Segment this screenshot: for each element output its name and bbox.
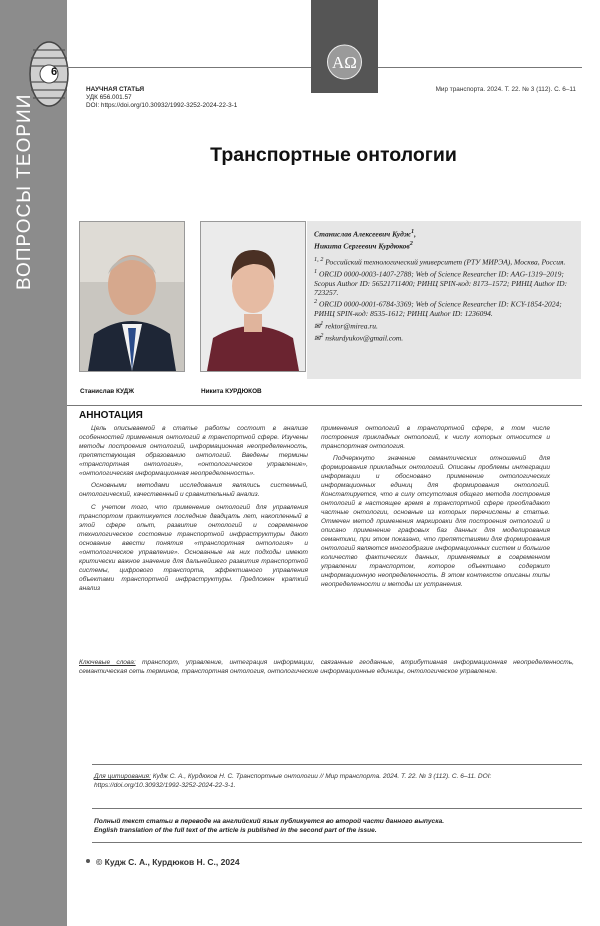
annotation-paragraph: применения онтологий в транспортной сфере, в том числе построения прикладных онтологий, к числу которых относится и транспортная онтология. <box>321 425 550 450</box>
section-title-vertical: ВОПРОСЫ ТЕОРИИ <box>14 93 35 290</box>
footer-bullet-icon <box>86 859 90 863</box>
annotation-column-left <box>79 424 308 596</box>
annotation-paragraph: С учетом того, что применение онтологий для управления транспортом практикуется последние двадцать лет, накопленный в этой сфере опыт, развитие онтологий и современное технологическое состояние транспортной инфраструктуры дают основание ввести понятия «транспортная онтология» и «онтологическое управление». Основанные на них подходы имеют критически важное значение для дальнейшего развития транспортной системы, цифрового транспорта, эффективного управления объектами транспортной инфраструктуры. Предложен краткий анализ <box>79 503 308 592</box>
article-type: НАУЧНАЯ СТАТЬЯ <box>86 86 145 93</box>
author-2-email[interactable]: nskurdyukov@gmail.com. <box>325 333 404 343</box>
citation <box>94 772 564 790</box>
note-rule-bottom <box>92 842 582 843</box>
affiliation: Российский технологический университет (РТУ МИРЭА), Москва, Россия. <box>325 257 566 267</box>
email-icon: ✉ <box>314 321 321 331</box>
annotation-title: АННОТАЦИЯ <box>79 410 143 421</box>
citation-label: Для цитирования: <box>94 773 151 780</box>
header-rule-right <box>378 67 582 68</box>
author-1-email[interactable]: rektor@mirea.ru. <box>325 321 378 331</box>
author-photo-1 <box>79 221 185 372</box>
citation-text: Кудж С. А., Курдюков Н. С. Транспортные онтологии // Мир транспорта. 2024. Т. 22. № 3 (112). С. 6–11. DOI: https://doi.org/10.30932/1992-3252-2024-22-3-1. <box>94 773 492 789</box>
author-photo-2-caption: Никита КУРДЮКОВ <box>201 388 262 395</box>
author-info-box: Станислав Алексеевич Кудж$^1$, Никита Сергеевич Курдюков$^2$ $^{1, 2}$ Российский технологический университет (РТУ МИРЭА), Москва, Россия. $^1$ ORCID 0000-0003-1407-2788; Web of Science Researcher ID: AAG-1319–2019; Scopus Author ID: 56521711400; РИНЦ SPIN-код: 8173–1572; РИНЦ Author ID: 723257. $^2$ ORCID 0000-0001-6784-3369; Web of Science Researcher ID: KCY-1854-2024; РИНЦ SPIN-код: 8535-1612; РИНЦ Author ID: 1236094. ✉$^1$ rektor@mirea.ru. ✉$^2$ nskurdyukov@gmail.com. <box>307 221 581 379</box>
author-photo-1-caption: Станислав КУДЖ <box>80 388 134 395</box>
journal-reference: Мир транспорта. 2024. Т. 22. № 3 (112). С. 6–11 <box>435 86 576 93</box>
logo-text: AΩ <box>332 53 357 72</box>
journal-logo <box>311 0 378 93</box>
translation-note <box>94 817 564 835</box>
keywords-text: транспорт, управление, интеграция информации, связанные геоданные, атрибутивная информационная неопределенность, семантическая сеть терминов, транспортная онтология, онтологические информационные единицы, онтологическое управление. <box>79 659 574 675</box>
doi[interactable]: DOI: https://doi.org/10.30932/1992-3252-2024-22-3-1 <box>86 102 238 109</box>
author-2-name: Никита Сергеевич Курдюков <box>314 241 410 251</box>
header-rule-left <box>67 67 311 68</box>
annotation-column-right <box>321 424 550 593</box>
note-rule-top <box>92 808 582 809</box>
citation-rule <box>92 764 582 765</box>
annotation-rule <box>67 405 582 406</box>
keywords-label: Ключевые слова: <box>79 659 136 666</box>
annotation-paragraph: Основными методами исследования являлись системный, онтологический, качественный и сравнительный анализ. <box>79 482 308 499</box>
author-1-ids: ORCID 0000-0003-1407-2788; Web of Science Researcher ID: AAG-1319–2019; Scopus Author ID: 56521711400; РИНЦ SPIN-код: 8173–1572; РИНЦ Author ID: 723257. <box>314 269 568 298</box>
copyright-footer: © Кудж С. А., Курдюков Н. С., 2024 <box>96 857 240 867</box>
email-icon: ✉ <box>314 333 321 343</box>
author-photo-2 <box>200 221 306 372</box>
author-2-ids: ORCID 0000-0001-6784-3369; Web of Science Researcher ID: KCY-1854-2024; РИНЦ SPIN-код: 8535-1612; РИНЦ Author ID: 1236094. <box>314 299 562 319</box>
annotation-paragraph: Цель описываемой в статье работы состоит в анализе особенностей применения онтологий в транспортной сфере. Изучены методы построения онтологий, информационная неопределенность, препятствующая образованию онтологий. Введены термины «транспортная онтология», «онтологическое управление», «онтологическая информационная неопределенность». <box>79 425 308 477</box>
annotation-paragraph: Подчеркнуто значение семантических отношений для формирования прикладных онтологий. Описаны проблемы интеграции информации и обосновано применение онтологических информационных единиц для формирования онтологий. Констатируется, что в силу отсутствия общего метода построения онтологий в настоящее время в транспортной сфере преобладают частные онтологии, основные из которых перечислены в статье. Отмечен метод применения маркировки для построения онтологий и описано применение графовых баз данных для моделирования семантики, при этом показано, что препятствиями для формирования онтологий являются многообразие информационных систем и большое количество фактических данных, применяемых в современном управлении транспортом, которое объективно содержит информационную неопределенность. В этом контексте описаны типы неопределенности и методы их устранения. <box>321 455 550 589</box>
keywords <box>79 658 574 676</box>
udc: УДК 656.001.57 <box>86 94 132 101</box>
translation-note-en: English translation of the full text of the article is published in the second part of the issue. <box>94 827 377 834</box>
article-title: Транспортные онтологии <box>210 144 457 166</box>
page-number: 6 <box>50 66 58 78</box>
translation-note-ru: Полный текст статьи в переводе на английский язык публикуется во второй части данного выпуска. <box>94 818 445 825</box>
author-1-name: Станислав Алексеевич Кудж <box>314 229 412 239</box>
